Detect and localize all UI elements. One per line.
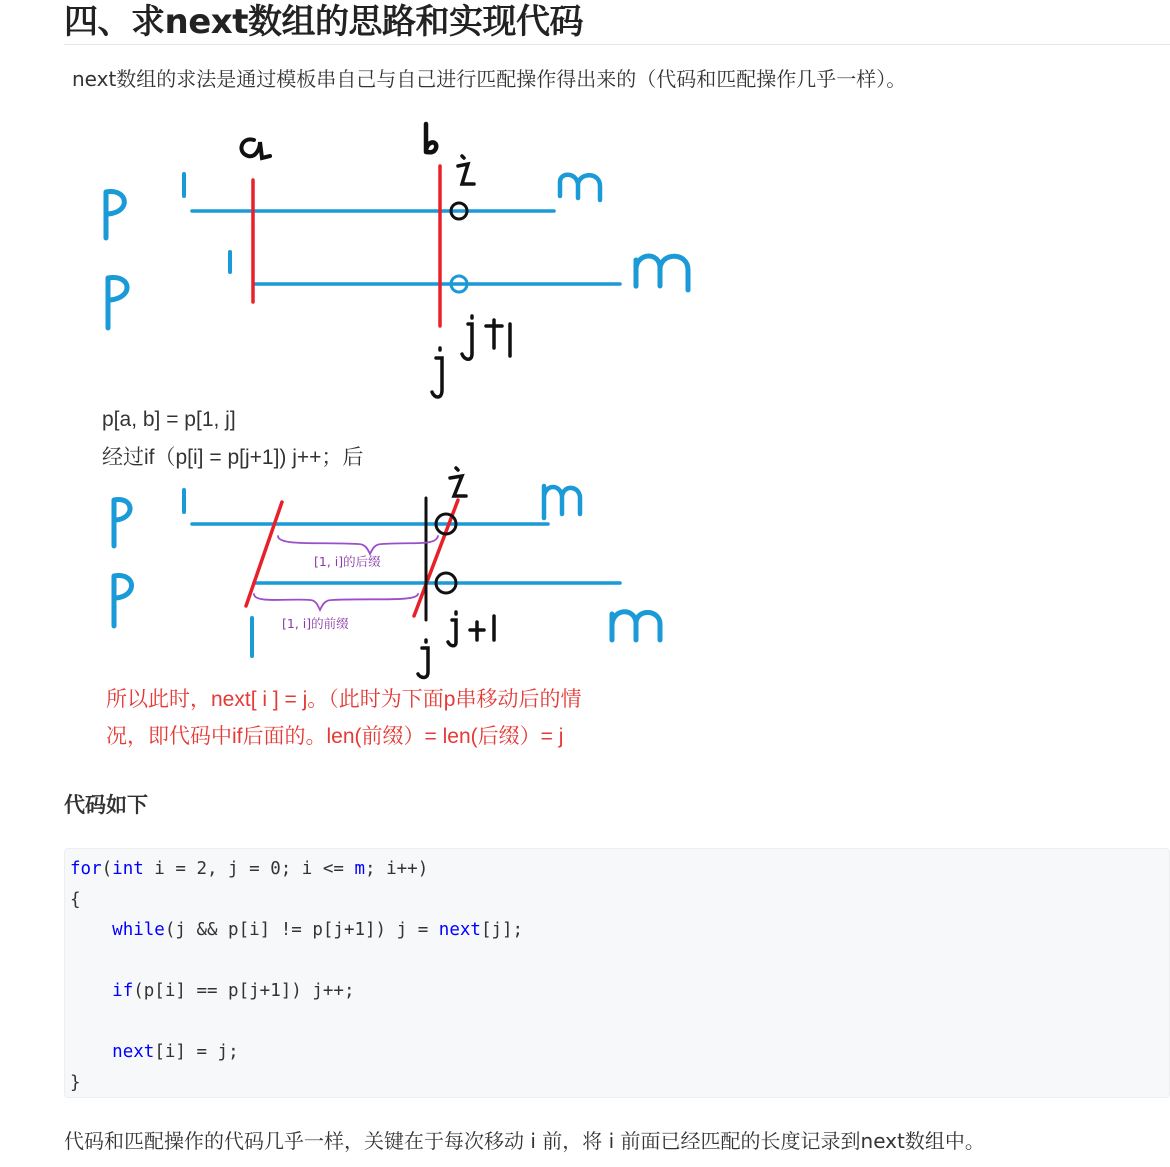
bottom-letter-j1	[448, 612, 494, 646]
code-block	[64, 848, 1170, 1098]
top-letter-i	[458, 156, 474, 184]
intro-paragraph: next数组的求法是通过模板串自己与自己进行匹配操作得出来的（代码和匹配操作几乎一样）。	[72, 67, 907, 91]
bottom-letter-i	[450, 468, 466, 496]
conclusion-line-2: 况，即代码中if后面的。len(前缀）= len(后缀）= j	[106, 725, 564, 748]
code-line	[70, 885, 1169, 916]
code-line	[70, 1007, 1169, 1038]
top-p1-letter	[106, 192, 124, 238]
bottom-letter-j	[418, 640, 428, 678]
bottom-diagram	[114, 468, 660, 678]
suffix-brace	[278, 536, 438, 554]
code-text: [i] = j;	[154, 1042, 239, 1062]
code-keyword: next	[112, 1042, 155, 1062]
top-diagram	[106, 124, 688, 397]
bottom-red-line-left	[246, 502, 282, 606]
outro-paragraph: 代码和匹配操作的代码几乎一样，关键在于每次移动 i 前，将 i 前面已经匹配的长度记录到next数组中。	[64, 1129, 985, 1153]
code-subheading: 代码如下	[64, 793, 148, 817]
code-text: (	[101, 859, 113, 879]
code-line	[70, 976, 1169, 1007]
top-p2-letter	[108, 278, 127, 328]
top-letter-a	[241, 139, 270, 158]
code-keyword: next	[438, 920, 481, 940]
top-letter-j1	[462, 316, 510, 359]
formula-line-1: p[a, b] = p[1, j]	[102, 408, 236, 431]
code-text: (p[i] == p[j+1]) j++;	[133, 981, 355, 1001]
prefix-brace	[254, 594, 418, 610]
suffix-label: [1, i]的后缀	[314, 554, 381, 569]
code-line	[70, 1068, 1169, 1099]
bottom-p1-letter	[114, 500, 130, 546]
code-line	[70, 946, 1169, 977]
top-m-2	[636, 256, 688, 290]
code-keyword: m	[354, 859, 366, 879]
code-text: i = 2, j = 0; i <=	[143, 859, 355, 879]
code-keyword: if	[112, 981, 134, 1001]
code-text	[70, 1042, 112, 1062]
code-text: {	[70, 889, 81, 910]
code-text: [j];	[480, 920, 524, 940]
code-text: (j && p[i] != p[j+1]) j =	[164, 920, 439, 940]
bottom-m-1	[544, 486, 580, 518]
code-line	[70, 915, 1169, 946]
top-letter-j	[432, 348, 442, 397]
code-text	[70, 920, 112, 940]
code-text	[70, 981, 112, 1001]
code-line	[70, 1037, 1169, 1068]
code-text: ; i++)	[365, 859, 429, 879]
code-keyword: while	[112, 920, 165, 940]
section-heading: 四、求next数组的思路和实现代码	[64, 0, 1170, 45]
top-m-1	[560, 175, 600, 200]
formula-line-2: 经过if（p[i] = p[j+1]) j++；后	[102, 446, 364, 469]
kmp-next-diagram	[64, 100, 724, 760]
top-letter-b	[426, 124, 436, 152]
code-keyword: for	[70, 859, 102, 879]
bottom-p2-letter	[114, 576, 132, 626]
prefix-label: [1, i]的前缀	[282, 616, 349, 631]
code-text: }	[70, 1072, 81, 1093]
bottom-m-2	[612, 612, 660, 640]
code-line	[70, 854, 1169, 885]
conclusion-line-1: 所以此时，next[ i ] = j。（此时为下面p串移动后的情	[106, 688, 582, 711]
code-keyword: int	[112, 859, 144, 879]
